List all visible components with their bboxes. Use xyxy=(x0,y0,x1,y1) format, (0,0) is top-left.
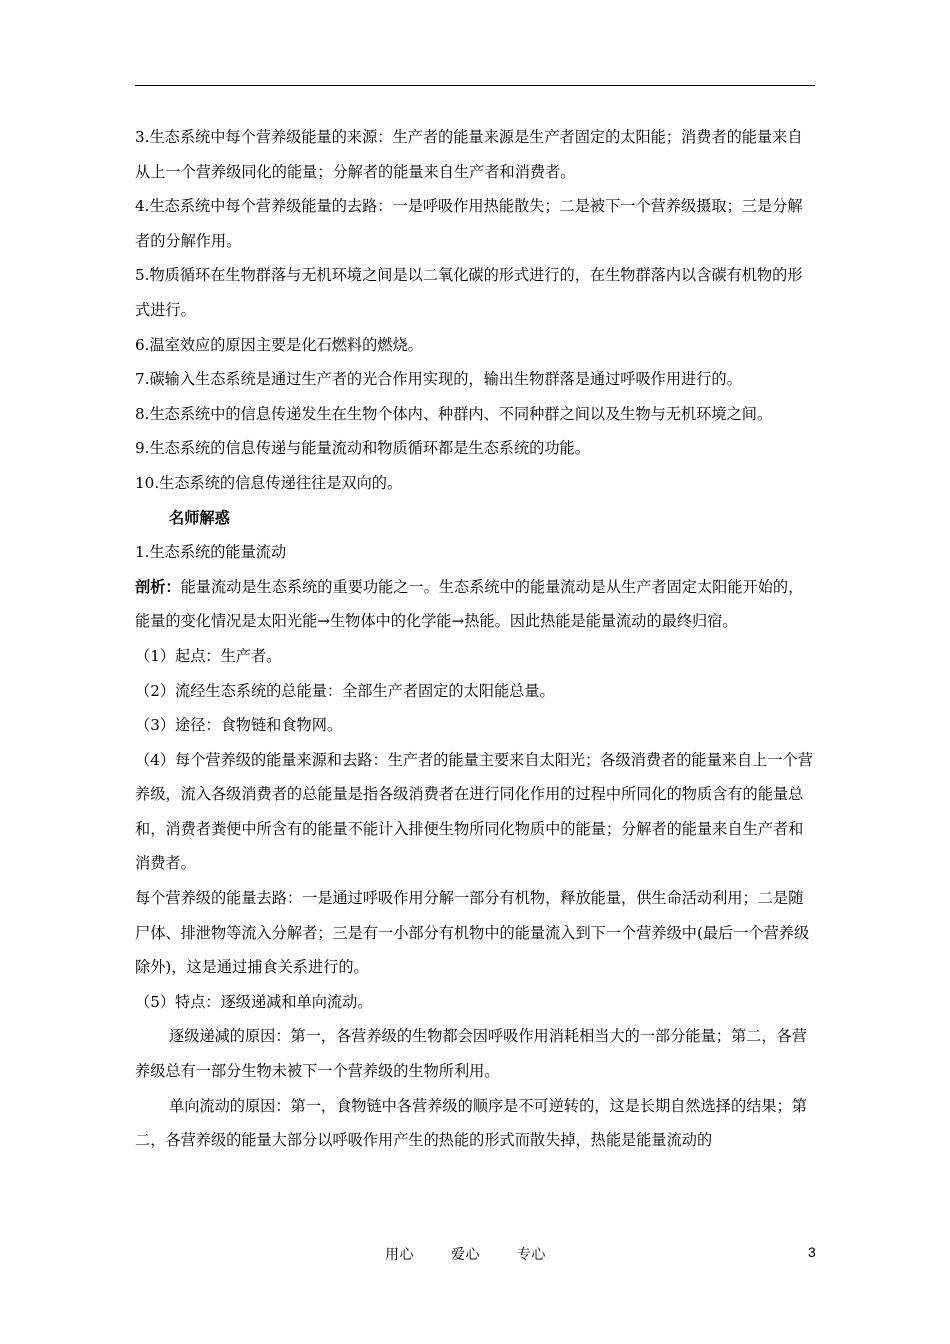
item-4-continued: 每个营养级的能量去路：一是通过呼吸作用分解一部分有机物，释放能量，供生命活动利用；二是随尸体、排泄物等流入分解者；三是有一小部分有机物中的能量流入到下一个营养级中(最后一个营养级除外)，这是通过捕食关系进行的。 xyxy=(135,889,810,977)
header-rule xyxy=(135,85,815,86)
item-2: （2）流经生态系统的总能量：全部生产者固定的太阳能总量。 xyxy=(135,681,555,700)
reason-decrease: 逐级递减的原因：第一，各营养级的生物都会因呼吸作用消耗相当大的一部分能量；第二，各营养级总有一部分生物未被下一个营养级的生物所利用。 xyxy=(135,1027,807,1081)
point-7: 7.碳输入生态系统是通过生产者的光合作用实现的，输出生物群落是通过呼吸作用进行的。 xyxy=(135,370,742,389)
point-9: 9.生态系统的信息传递与能量流动和物质循环都是生态系统的功能。 xyxy=(135,439,590,458)
point-10: 10.生态系统的信息传递往往是双向的。 xyxy=(135,473,403,492)
topic-title: 1.生态系统的能量流动 xyxy=(135,543,287,562)
point-3: 3.生态系统中每个营养级能量的来源：生产者的能量来源是生产者固定的太阳能；消费者的能量来自从上一个营养级同化的能量；分解者的能量来自生产者和消费者。 xyxy=(135,128,803,181)
page-body xyxy=(135,120,815,1158)
section-heading: 名师解惑 xyxy=(169,508,230,527)
point-6: 6.温室效应的原因主要是化石燃料的燃烧。 xyxy=(135,335,423,354)
item-3: （3）途径：食物链和食物网。 xyxy=(135,716,343,735)
analysis-paragraph xyxy=(135,570,815,639)
reason-one-way: 单向流动的原因：第一，食物链中各营养级的顺序是不可逆转的，这是长期自然选择的结果；第二，各营养级的能量大部分以呼吸作用产生的热能的形式而散失掉，热能是能量流动的 xyxy=(135,1096,807,1150)
footer-motto xyxy=(385,1244,578,1264)
analysis-text: 能量流动是生态系统的重要功能之一。生态系统中的能量流动是从生产者固定太阳能开始的，能量的变化情况是太阳光能→生物体中的化学能→热能。因此热能是能量流动的最终归宿。 xyxy=(135,577,804,631)
motto-1: 用心 xyxy=(385,1247,414,1263)
point-5: 5.物质循环在生物群落与无机环境之间是以二氧化碳的形式进行的，在生物群落内以含碳有机物的形式进行。 xyxy=(135,266,803,319)
point-8: 8.生态系统中的信息传递发生在生物个体内、种群内、不同种群之间以及生物与无机环境之间。 xyxy=(135,404,773,423)
item-4: （4）每个营养级的能量来源和去路：生产者的能量主要来自太阳光；各级消费者的能量来自上一个营养级，流入各级消费者的总能量是指各级消费者在进行同化作用的过程中所同化的物质含有的能量总和，消费者粪便中所含有的能量不能计入排便生物所同化物质中的能量；分解者的能量来自生产者和消费者。 xyxy=(135,750,813,873)
item-1: （1）起点：生产者。 xyxy=(135,646,282,665)
item-5: （5）特点：逐级递减和单向流动。 xyxy=(135,992,373,1011)
motto-3: 专心 xyxy=(516,1247,546,1263)
analysis-label: 剖析： xyxy=(135,577,181,596)
point-4: 4.生态系统中每个营养级能量的去路：一是呼吸作用热能散失；二是被下一个营养级摄取；三是分解者的分解作用。 xyxy=(135,197,803,250)
page-number: 3 xyxy=(808,1244,816,1260)
motto-2: 爱心 xyxy=(450,1247,480,1263)
